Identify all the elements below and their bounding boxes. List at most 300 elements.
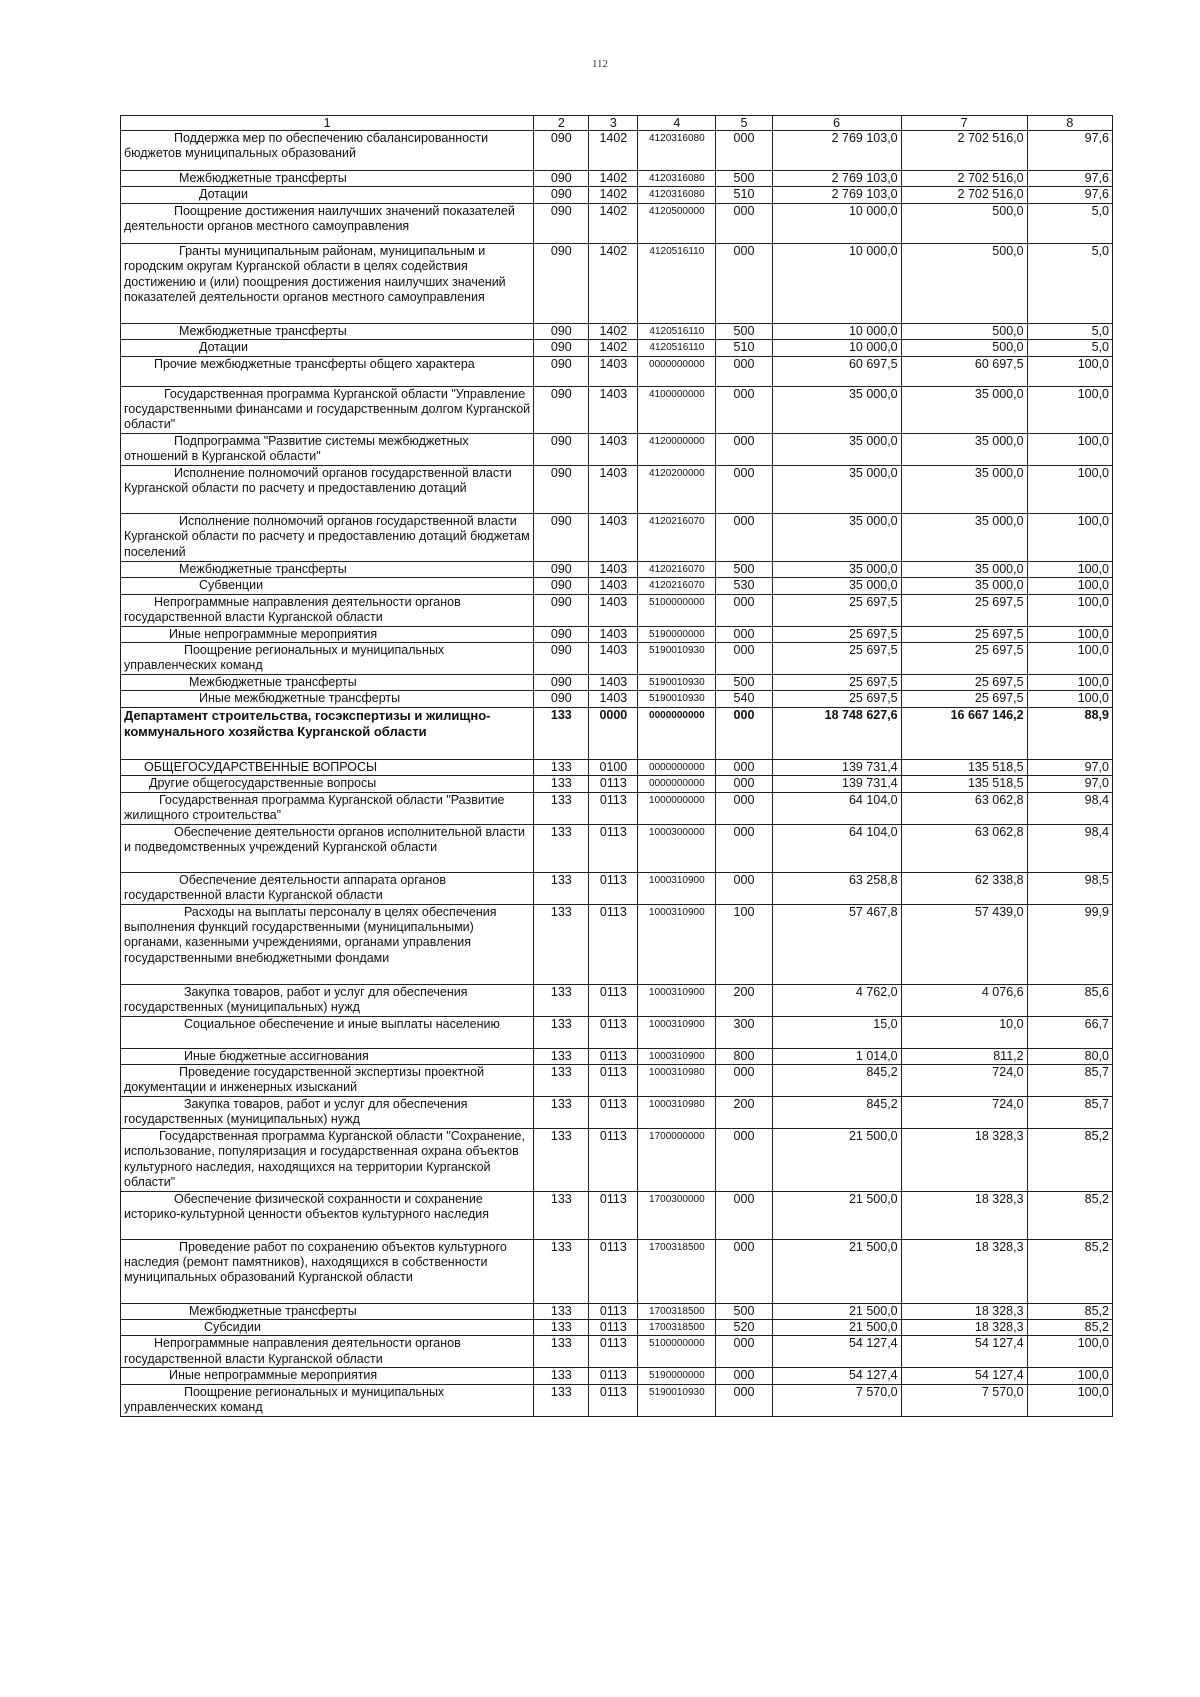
expense-type-code: 000 xyxy=(716,513,772,561)
planned-amount: 35 000,0 xyxy=(772,513,901,561)
target-article-code: 1000310900 xyxy=(638,1048,716,1064)
row-name xyxy=(121,323,534,339)
executed-amount: 500,0 xyxy=(901,323,1027,339)
ministry-code: 090 xyxy=(534,243,589,323)
target-article-code: 1000310980 xyxy=(638,1096,716,1128)
execution-percent: 5,0 xyxy=(1027,340,1112,356)
ministry-code: 090 xyxy=(534,323,589,339)
header-cell: 6 xyxy=(772,116,901,131)
row-name-text: Иные непрограммные мероприятия xyxy=(169,1368,378,1383)
planned-amount: 2 769 103,0 xyxy=(772,187,901,203)
section-code: 1402 xyxy=(589,243,638,323)
row-name-text: Закупка товаров, работ и услуг для обеспечения государственных (муниципальных) нужд xyxy=(124,984,468,1014)
expense-type-code: 510 xyxy=(716,340,772,356)
row-name xyxy=(121,675,534,691)
table-row xyxy=(121,356,1113,386)
row-name xyxy=(121,243,534,323)
execution-percent: 99,9 xyxy=(1027,904,1112,984)
planned-amount: 139 731,4 xyxy=(772,776,901,792)
execution-percent: 100,0 xyxy=(1027,1368,1112,1384)
table-row xyxy=(121,1303,1113,1319)
header-cell: 4 xyxy=(638,116,716,131)
table-row xyxy=(121,1096,1113,1128)
execution-percent: 85,2 xyxy=(1027,1303,1112,1319)
expense-type-code: 000 xyxy=(716,243,772,323)
target-article-code: 4120516110 xyxy=(638,323,716,339)
expense-type-code: 000 xyxy=(716,356,772,386)
section-code: 1403 xyxy=(589,561,638,577)
target-article-code: 5100000000 xyxy=(638,594,716,626)
row-name xyxy=(121,340,534,356)
section-code: 1403 xyxy=(589,578,638,594)
target-article-code: 4120200000 xyxy=(638,465,716,513)
target-article-code: 5190000000 xyxy=(638,626,716,642)
table-row xyxy=(121,1128,1113,1191)
ministry-code: 133 xyxy=(534,824,589,872)
execution-percent: 97,6 xyxy=(1027,131,1112,171)
expense-type-code: 200 xyxy=(716,984,772,1016)
table-row xyxy=(121,984,1113,1016)
row-name-text: Социальное обеспечение и иные выплаты населению xyxy=(184,1016,500,1031)
executed-amount: 724,0 xyxy=(901,1064,1027,1096)
executed-amount: 25 697,5 xyxy=(901,691,1027,707)
row-name xyxy=(121,203,534,243)
table-row xyxy=(121,131,1113,171)
section-code: 1403 xyxy=(589,386,638,433)
expense-type-code: 000 xyxy=(716,131,772,171)
table-row xyxy=(121,594,1113,626)
row-name-text: Обеспечение деятельности аппарата органов государственной власти Курганской области xyxy=(124,872,446,902)
row-name-text: Обеспечение деятельности органов исполнительной власти и подведомственных учреждений Курганской области xyxy=(124,824,526,854)
planned-amount: 1 014,0 xyxy=(772,1048,901,1064)
row-name-text: Подпрограмма "Развитие системы межбюджетных отношений в Курганской области" xyxy=(124,433,469,464)
section-code: 1402 xyxy=(589,340,638,356)
expense-type-code: 000 xyxy=(716,824,772,872)
row-name xyxy=(121,465,534,513)
target-article-code: 4120516110 xyxy=(638,243,716,323)
ministry-code: 133 xyxy=(534,872,589,904)
ministry-code: 133 xyxy=(534,1239,589,1303)
section-code: 1403 xyxy=(589,643,638,675)
target-article-code: 0000000000 xyxy=(638,776,716,792)
execution-percent: 100,0 xyxy=(1027,561,1112,577)
executed-amount: 35 000,0 xyxy=(901,433,1027,465)
target-article-code: 4120316080 xyxy=(638,131,716,171)
expense-type-code: 500 xyxy=(716,1303,772,1319)
budget-table xyxy=(120,115,1113,1417)
execution-percent: 97,6 xyxy=(1027,171,1112,187)
section-code: 1403 xyxy=(589,626,638,642)
expense-type-code: 500 xyxy=(716,561,772,577)
section-code: 0100 xyxy=(589,759,638,775)
row-name-text: Иные бюджетные ассигнования xyxy=(184,1048,369,1063)
executed-amount: 2 702 516,0 xyxy=(901,187,1027,203)
executed-amount: 25 697,5 xyxy=(901,675,1027,691)
planned-amount: 845,2 xyxy=(772,1064,901,1096)
expense-type-code: 530 xyxy=(716,578,772,594)
row-name xyxy=(121,1128,534,1191)
row-name-text: Субсидии xyxy=(204,1319,261,1334)
table-row xyxy=(121,340,1113,356)
section-code: 1403 xyxy=(589,356,638,386)
row-name-text: Государственная программа Курганской области "Сохранение, использование, популяризация и государственная охрана объектов культурного наследия, находящихся на территории Курганской области" xyxy=(124,1128,525,1190)
row-name xyxy=(121,707,534,759)
row-name xyxy=(121,171,534,187)
section-code: 0113 xyxy=(589,824,638,872)
execution-percent: 100,0 xyxy=(1027,1336,1112,1368)
execution-percent: 100,0 xyxy=(1027,356,1112,386)
section-code: 1403 xyxy=(589,691,638,707)
row-name xyxy=(121,578,534,594)
executed-amount: 135 518,5 xyxy=(901,759,1027,775)
target-article-code: 1700300000 xyxy=(638,1191,716,1239)
execution-percent: 5,0 xyxy=(1027,323,1112,339)
table-row xyxy=(121,792,1113,824)
planned-amount: 21 500,0 xyxy=(772,1303,901,1319)
section-code: 0113 xyxy=(589,1303,638,1319)
ministry-code: 090 xyxy=(534,513,589,561)
planned-amount: 21 500,0 xyxy=(772,1191,901,1239)
section-code: 1403 xyxy=(589,513,638,561)
executed-amount: 18 328,3 xyxy=(901,1319,1027,1335)
target-article-code: 1700318500 xyxy=(638,1239,716,1303)
execution-percent: 85,7 xyxy=(1027,1096,1112,1128)
section-code: 1403 xyxy=(589,433,638,465)
row-name xyxy=(121,984,534,1016)
row-name xyxy=(121,513,534,561)
row-name xyxy=(121,1239,534,1303)
ministry-code: 090 xyxy=(534,386,589,433)
ministry-code: 090 xyxy=(534,594,589,626)
target-article-code: 1700000000 xyxy=(638,1128,716,1191)
execution-percent: 100,0 xyxy=(1027,1384,1112,1416)
planned-amount: 10 000,0 xyxy=(772,243,901,323)
row-name-text: Поддержка мер по обеспечению сбалансированности бюджетов муниципальных образований xyxy=(124,131,489,161)
row-name-text: Проведение государственной экспертизы проектной документации и инженерных изысканий xyxy=(124,1064,485,1095)
table-row xyxy=(121,203,1113,243)
row-name-text: Иные межбюджетные трансферты xyxy=(199,691,401,706)
executed-amount: 60 697,5 xyxy=(901,356,1027,386)
executed-amount: 35 000,0 xyxy=(901,465,1027,513)
section-code: 1403 xyxy=(589,594,638,626)
ministry-code: 090 xyxy=(534,203,589,243)
planned-amount: 2 769 103,0 xyxy=(772,171,901,187)
executed-amount: 4 076,6 xyxy=(901,984,1027,1016)
expense-type-code: 000 xyxy=(716,643,772,675)
execution-percent: 100,0 xyxy=(1027,513,1112,561)
table-row xyxy=(121,626,1113,642)
section-code: 0113 xyxy=(589,1368,638,1384)
ministry-code: 090 xyxy=(534,187,589,203)
expense-type-code: 000 xyxy=(716,759,772,775)
expense-type-code: 000 xyxy=(716,792,772,824)
table-row xyxy=(121,691,1113,707)
header-cell: 1 xyxy=(121,116,534,131)
row-name xyxy=(121,594,534,626)
target-article-code: 5190010930 xyxy=(638,675,716,691)
execution-percent: 100,0 xyxy=(1027,465,1112,513)
execution-percent: 100,0 xyxy=(1027,675,1112,691)
planned-amount: 21 500,0 xyxy=(772,1319,901,1335)
planned-amount: 35 000,0 xyxy=(772,386,901,433)
planned-amount: 60 697,5 xyxy=(772,356,901,386)
row-name-text: Межбюджетные трансферты xyxy=(179,561,347,576)
target-article-code: 1000310980 xyxy=(638,1064,716,1096)
execution-percent: 100,0 xyxy=(1027,433,1112,465)
row-name xyxy=(121,131,534,171)
execution-percent: 100,0 xyxy=(1027,594,1112,626)
section-code: 0113 xyxy=(589,1239,638,1303)
executed-amount: 35 000,0 xyxy=(901,513,1027,561)
table-row xyxy=(121,187,1113,203)
row-name-text: Государственная программа Курганской области "Управление государственными финансами и государственным долгом Курганской области" xyxy=(124,386,531,432)
ministry-code: 090 xyxy=(534,675,589,691)
table-row xyxy=(121,675,1113,691)
expense-type-code: 300 xyxy=(716,1016,772,1048)
execution-percent: 100,0 xyxy=(1027,691,1112,707)
section-code: 0113 xyxy=(589,1096,638,1128)
planned-amount: 4 762,0 xyxy=(772,984,901,1016)
ministry-code: 133 xyxy=(534,1319,589,1335)
row-name-text: Субвенции xyxy=(199,578,264,593)
ministry-code: 090 xyxy=(534,578,589,594)
expense-type-code: 000 xyxy=(716,1191,772,1239)
row-name xyxy=(121,1016,534,1048)
header-cell: 3 xyxy=(589,116,638,131)
table-row xyxy=(121,1336,1113,1368)
planned-amount: 21 500,0 xyxy=(772,1128,901,1191)
row-name-text: Исполнение полномочий органов государственной власти Курганской области по расчету и предоставлению дотаций бюджетам поселений xyxy=(124,513,530,559)
execution-percent: 85,7 xyxy=(1027,1064,1112,1096)
row-name xyxy=(121,1064,534,1096)
planned-amount: 21 500,0 xyxy=(772,1239,901,1303)
table-row xyxy=(121,1191,1113,1239)
table-row xyxy=(121,171,1113,187)
expense-type-code: 000 xyxy=(716,1064,772,1096)
executed-amount: 500,0 xyxy=(901,340,1027,356)
row-name xyxy=(121,386,534,433)
planned-amount: 63 258,8 xyxy=(772,872,901,904)
row-name xyxy=(121,872,534,904)
expense-type-code: 000 xyxy=(716,1384,772,1416)
section-code: 0113 xyxy=(589,1336,638,1368)
table-row xyxy=(121,433,1113,465)
executed-amount: 18 328,3 xyxy=(901,1191,1027,1239)
executed-amount: 25 697,5 xyxy=(901,594,1027,626)
target-article-code: 0000000000 xyxy=(638,759,716,775)
ministry-code: 133 xyxy=(534,1128,589,1191)
table-row xyxy=(121,1319,1113,1335)
target-article-code: 4120500000 xyxy=(638,203,716,243)
section-code: 0113 xyxy=(589,1128,638,1191)
table-row xyxy=(121,243,1113,323)
expense-type-code: 000 xyxy=(716,465,772,513)
row-name-text: Поощрение достижения наилучших значений показателей деятельности органов местного самоуправления xyxy=(124,203,515,234)
section-code: 0113 xyxy=(589,1016,638,1048)
execution-percent: 66,7 xyxy=(1027,1016,1112,1048)
execution-percent: 97,6 xyxy=(1027,187,1112,203)
row-name-text: Дотации xyxy=(199,187,248,202)
ministry-code: 090 xyxy=(534,465,589,513)
section-code: 1402 xyxy=(589,203,638,243)
target-article-code: 0000000000 xyxy=(638,707,716,759)
planned-amount: 35 000,0 xyxy=(772,433,901,465)
planned-amount: 10 000,0 xyxy=(772,323,901,339)
expense-type-code: 000 xyxy=(716,1239,772,1303)
row-name xyxy=(121,759,534,775)
target-article-code: 1000310900 xyxy=(638,1016,716,1048)
section-code: 0113 xyxy=(589,872,638,904)
executed-amount: 25 697,5 xyxy=(901,626,1027,642)
execution-percent: 98,4 xyxy=(1027,824,1112,872)
planned-amount: 2 769 103,0 xyxy=(772,131,901,171)
table-row xyxy=(121,707,1113,759)
row-name-text: Поощрение региональных и муниципальных управленческих команд xyxy=(124,1384,445,1415)
executed-amount: 2 702 516,0 xyxy=(901,131,1027,171)
expense-type-code: 100 xyxy=(716,904,772,984)
planned-amount: 25 697,5 xyxy=(772,675,901,691)
execution-percent: 85,6 xyxy=(1027,984,1112,1016)
row-name-text: Расходы на выплаты персоналу в целях обеспечения выполнения функций государственными (муниципальными) органами, казенными учреждениями, органами управления государственными внебюджетными фондами xyxy=(124,904,497,965)
executed-amount: 62 338,8 xyxy=(901,872,1027,904)
ministry-code: 133 xyxy=(534,1384,589,1416)
execution-percent: 100,0 xyxy=(1027,578,1112,594)
target-article-code: 4120216070 xyxy=(638,513,716,561)
expense-type-code: 520 xyxy=(716,1319,772,1335)
executed-amount: 10,0 xyxy=(901,1016,1027,1048)
target-article-code: 4120316080 xyxy=(638,171,716,187)
table-row xyxy=(121,1064,1113,1096)
executed-amount: 7 570,0 xyxy=(901,1384,1027,1416)
ministry-code: 133 xyxy=(534,707,589,759)
executed-amount: 54 127,4 xyxy=(901,1336,1027,1368)
row-name xyxy=(121,1336,534,1368)
section-code: 0113 xyxy=(589,1319,638,1335)
row-name-text: Межбюджетные трансферты xyxy=(189,675,357,690)
table-row xyxy=(121,578,1113,594)
ministry-code: 133 xyxy=(534,1048,589,1064)
row-name-text: Проведение работ по сохранению объектов культурного наследия (ремонт памятников), находящихся в собственности муниципальных образований Курганской области xyxy=(124,1239,507,1285)
ministry-code: 133 xyxy=(534,1336,589,1368)
execution-percent: 88,9 xyxy=(1027,707,1112,759)
expense-type-code: 000 xyxy=(716,872,772,904)
executed-amount: 16 667 146,2 xyxy=(901,707,1027,759)
target-article-code: 1000310900 xyxy=(638,904,716,984)
executed-amount: 35 000,0 xyxy=(901,561,1027,577)
executed-amount: 811,2 xyxy=(901,1048,1027,1064)
target-article-code: 1700318500 xyxy=(638,1319,716,1335)
row-name-text: Дотации xyxy=(199,340,248,355)
row-name-text: Межбюджетные трансферты xyxy=(179,171,347,185)
execution-percent: 100,0 xyxy=(1027,386,1112,433)
table-row xyxy=(121,643,1113,675)
ministry-code: 133 xyxy=(534,1303,589,1319)
execution-percent: 85,2 xyxy=(1027,1128,1112,1191)
target-article-code: 5190000000 xyxy=(638,1368,716,1384)
planned-amount: 139 731,4 xyxy=(772,759,901,775)
planned-amount: 54 127,4 xyxy=(772,1336,901,1368)
execution-percent: 98,4 xyxy=(1027,792,1112,824)
executed-amount: 18 328,3 xyxy=(901,1239,1027,1303)
row-name xyxy=(121,433,534,465)
expense-type-code: 000 xyxy=(716,707,772,759)
planned-amount: 10 000,0 xyxy=(772,203,901,243)
planned-amount: 15,0 xyxy=(772,1016,901,1048)
executed-amount: 35 000,0 xyxy=(901,578,1027,594)
table-row xyxy=(121,1048,1113,1064)
expense-type-code: 000 xyxy=(716,776,772,792)
row-name-text: Межбюджетные трансферты xyxy=(189,1303,357,1318)
execution-percent: 85,2 xyxy=(1027,1191,1112,1239)
expense-type-code: 000 xyxy=(716,433,772,465)
row-name-text: Прочие межбюджетные трансферты общего характера xyxy=(154,356,475,371)
table-row xyxy=(121,1239,1113,1303)
executed-amount: 2 702 516,0 xyxy=(901,171,1027,187)
target-article-code: 1000310900 xyxy=(638,984,716,1016)
ministry-code: 090 xyxy=(534,131,589,171)
table-row xyxy=(121,465,1113,513)
section-code: 0113 xyxy=(589,1191,638,1239)
target-article-code: 5100000000 xyxy=(638,1336,716,1368)
row-name-text: Непрограммные направления деятельности органов государственной власти Курганской области xyxy=(124,1336,461,1366)
header-cell: 8 xyxy=(1027,116,1112,131)
executed-amount: 724,0 xyxy=(901,1096,1027,1128)
execution-percent: 5,0 xyxy=(1027,203,1112,243)
target-article-code: 0000000000 xyxy=(638,356,716,386)
ministry-code: 133 xyxy=(534,759,589,775)
ministry-code: 090 xyxy=(534,171,589,187)
expense-type-code: 000 xyxy=(716,1128,772,1191)
expense-type-code: 500 xyxy=(716,675,772,691)
table-row xyxy=(121,904,1113,984)
planned-amount: 25 697,5 xyxy=(772,643,901,675)
planned-amount: 35 000,0 xyxy=(772,465,901,513)
executed-amount: 35 000,0 xyxy=(901,386,1027,433)
header-cell: 7 xyxy=(901,116,1027,131)
executed-amount: 135 518,5 xyxy=(901,776,1027,792)
section-code: 0113 xyxy=(589,792,638,824)
expense-type-code: 000 xyxy=(716,594,772,626)
ministry-code: 133 xyxy=(534,904,589,984)
execution-percent: 100,0 xyxy=(1027,643,1112,675)
execution-percent: 85,2 xyxy=(1027,1239,1112,1303)
section-code: 0113 xyxy=(589,1384,638,1416)
row-name-text: Гранты муниципальным районам, муниципальным и городским округам Курганской области в целях содействия достижению и (или) поощрения достижения наилучших значений показателей деятельности органов местного самоуправления xyxy=(124,243,506,305)
row-name-text: Межбюджетные трансферты xyxy=(179,323,347,338)
planned-amount: 54 127,4 xyxy=(772,1368,901,1384)
target-article-code: 1000310900 xyxy=(638,872,716,904)
section-code: 1402 xyxy=(589,171,638,187)
expense-type-code: 800 xyxy=(716,1048,772,1064)
row-name xyxy=(121,356,534,386)
target-article-code: 4120216070 xyxy=(638,561,716,577)
row-name-text: Государственная программа Курганской области "Развитие жилищного строительства" xyxy=(124,792,505,823)
ministry-code: 090 xyxy=(534,340,589,356)
section-code: 1402 xyxy=(589,323,638,339)
ministry-code: 133 xyxy=(534,776,589,792)
expense-type-code: 540 xyxy=(716,691,772,707)
target-article-code: 4120216070 xyxy=(638,578,716,594)
row-name-text: ОБЩЕГОСУДАРСТВЕННЫЕ ВОПРОСЫ xyxy=(144,759,378,774)
row-name xyxy=(121,561,534,577)
execution-percent: 85,2 xyxy=(1027,1319,1112,1335)
ministry-code: 133 xyxy=(534,1191,589,1239)
ministry-code: 133 xyxy=(534,1096,589,1128)
row-name xyxy=(121,1096,534,1128)
table-row xyxy=(121,1016,1113,1048)
row-name xyxy=(121,691,534,707)
ministry-code: 133 xyxy=(534,1368,589,1384)
